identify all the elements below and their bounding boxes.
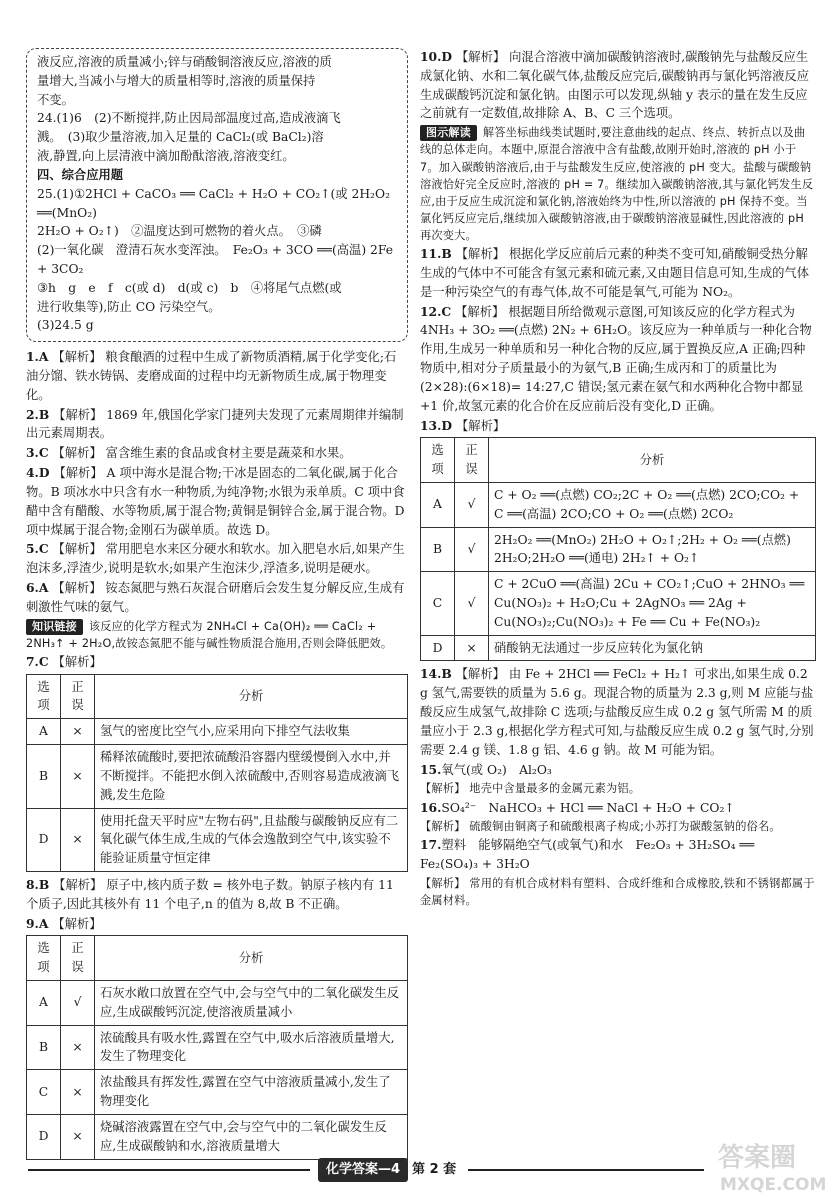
answer-number: 16. (420, 799, 442, 815)
answer-item (420, 48, 816, 123)
right-column (420, 48, 816, 910)
answer-text: 【解析】 常用肥皂水来区分硬水和软水。加入肥皂水后,如果产生泡沫多,浮渣少,说明是软水;如果产生泡沫少,浮渣多,说明是硬水。 (26, 542, 405, 576)
table-cell: 硝酸钠无法通过一步反应转化为氯化钠 (489, 635, 816, 661)
table-header: 选项 (421, 438, 455, 483)
answer-item (26, 348, 408, 404)
box-line: (2)一氧化碳 澄清石灰水变浑浊。 Fe₂O₃ + 3CO ══(高温) 2Fe + 3CO₂ (37, 243, 394, 276)
answer-number: 15. (420, 761, 442, 777)
knowledge-link-note (26, 618, 408, 652)
table-row (27, 1025, 408, 1070)
table-cell: A (27, 719, 61, 745)
table-row (27, 1070, 408, 1115)
analysis-note: 【解析】 硫酸铜由铜离子和硫酸根离子构成;小苏打为碳酸氢钠的俗名。 (420, 820, 781, 834)
answer-number: 5.C (26, 541, 49, 557)
table-cell: × (61, 719, 95, 745)
answer-number: 9.A (26, 915, 49, 931)
box-line: 量增大,当减小与增大的质量相等时,溶液的质量保持 (37, 73, 316, 88)
knowledge-link-tag: 知识链接 (26, 619, 83, 635)
table-cell: √ (61, 981, 95, 1026)
analysis-label: 【解析】 (455, 418, 506, 433)
table-cell: 浓硫酸具有吸水性,露置在空气中,吸水后溶液质量增大,发生了物理变化 (95, 1025, 408, 1070)
table-cell: 烧碱溶液露置在空气中,会与空气中的二氧化碳发生反应,生成碳酸钠和水,溶液质量增大 (95, 1114, 408, 1159)
answer-text: 氧气(或 O₂) Al₂O₃ (441, 762, 552, 777)
answer-number: 4.D (26, 465, 50, 481)
answer-item (420, 799, 816, 818)
table-cell: C + 2CuO ══(高温) 2Cu + CO₂↑;CuO + 2HNO₃ ══ Cu(NO₃)₂ + H₂O;Cu + 2AgNO₃ ══ 2Ag + Cu(NO₃)₂;Cu(NO₃)₂ + Fe ══ Cu + Fe(NO₃)₂ (489, 572, 816, 635)
answer-text: 【解析】 1869 年,俄国化学家门捷列夫发现了元素周期律并编制出元素周期表。 (26, 407, 404, 441)
table-cell: C (27, 1070, 61, 1115)
box-line: 2H₂O + O₂↑) ②温度达到可燃物的着火点。 ③磷 (37, 224, 322, 239)
box-line: 24.(1)6 (2)不断搅拌,防止因局部温度过高,造成液滴飞 (37, 111, 341, 126)
page-footer (0, 1158, 838, 1182)
answer-text: 【解析】 粮食酿酒的过程中生成了新物质酒精,属于化学变化;石油分馏、铁水铸锅、麦磨成面的过程中均无新物质生成,属于物理变化。 (26, 350, 397, 402)
answer-item (26, 579, 408, 617)
answer-item (26, 653, 408, 672)
table-row (421, 635, 816, 661)
answer-number: 14.B (420, 666, 452, 682)
answer-item (26, 915, 408, 934)
box-line: 液,静置,向上层清液中滴加酚酞溶液,溶液变红。 (37, 149, 295, 164)
answer-number: 12.C (420, 303, 452, 319)
analysis-table (26, 674, 408, 872)
answer-item (420, 303, 816, 416)
watermark-line1: 答案圈 (718, 1143, 797, 1173)
table-cell: 使用托盘天平时应"左物右码",且盐酸与碳酸钠反应有二氧化碳气体生成,生成的气体会逸散到空气中,该实验不能验证质量守恒定律 (95, 808, 408, 871)
answer-item (420, 417, 816, 436)
answer-text: 【解析】 根据化学反应前后元素的种类不变可知,硝酸铜受热分解生成的气体中不可能含有氢元素和硫元素,又由题目信息可知,生成的气体是一种污染空气的有毒气体,故不可能是氧气,可能为 NO₂。 (420, 247, 810, 299)
table-cell: × (61, 1114, 95, 1159)
box-line: ③h g e f c(或 d) d(或 c) b ④将尾气点燃(或 (37, 280, 342, 295)
analysis-note: 【解析】 常用的有机合成材料有塑料、合成纤维和合成橡胶,铁和不锈钢都属于金属材料。 (420, 877, 815, 908)
table-header-row (27, 674, 408, 719)
footer-rule-left (28, 1169, 310, 1171)
table-header: 正误 (61, 674, 95, 719)
answer-item (26, 406, 408, 444)
box-line: 不变。 (37, 92, 74, 107)
analysis-label: 【解析】 (52, 654, 102, 669)
answer-number: 1.A (26, 349, 49, 365)
analysis-table (26, 935, 408, 1159)
footer-subtitle: 第 2 套 (412, 1162, 457, 1178)
box-line: (3)24.5 g (37, 318, 94, 333)
table-cell: B (421, 527, 455, 572)
diagram-reading-text: 解答坐标曲线类试题时,要注意曲线的起点、终点、转折点以及曲线的总体走向。本题中,原混合溶液中含有盐酸,故刚开始时,溶液的 pH 小于 7。加入碳酸钠溶液后,由于与盐酸发生反应,使溶液的 pH 变大。盐酸与碳酸钠溶液恰好完全反应时,溶液的 pH = 7。继续加入碳酸钠溶液,其与氯化钙发生反应,由于反应生成沉淀和氯化钠,溶液始终为中性,所以溶液的 pH 保持不变。当氯化钙反应完后,继续加入碳酸钠溶液,由于碳酸钠溶液显碱性,因此溶液的 pH 再次变大。 (420, 126, 814, 243)
answer-text: 【解析】 向混合溶液中滴加碳酸钠溶液时,碳酸钠先与盐酸反应生成氯化钠、水和二氧化碳气体,盐酸反应完后,碳酸钠再与氯化钙溶液反应生成碳酸钙沉淀和氯化钠。由图示可以发现,纵轴 y 表示的量在发生反应之前就有一定数值,故排除 A、B、C 三个选项。 (420, 50, 810, 121)
diagram-reading-tag: 图示解读 (420, 125, 477, 141)
table-header: 正误 (455, 438, 489, 483)
analysis-note: 【解析】 地壳中含量最多的金属元素为铝。 (420, 782, 641, 796)
answer-item (26, 876, 408, 914)
table-cell: D (27, 808, 61, 871)
answer-item (420, 836, 816, 874)
table-row (27, 808, 408, 871)
box-line: 液反应,溶液的质量减小;锌与硝酸铜溶液反应,溶液的质 (37, 55, 332, 69)
left-column (26, 48, 408, 1164)
table-cell: 浓盐酸具有挥发性,露置在空气中溶液质量减小,发生了物理变化 (95, 1070, 408, 1115)
table-cell: 石灰水敞口放置在空气中,会与空气中的二氧化碳发生反应,生成碳酸钙沉淀,使溶液质量减小 (95, 981, 408, 1026)
section-heading: 四、综合应用题 (37, 166, 124, 182)
table-header: 选项 (27, 936, 61, 981)
watermark-line2: MXQE.COM (720, 1175, 827, 1195)
answer-number: 11.B (420, 246, 452, 262)
answer-text: 【解析】 原子中,核内质子数 = 核外电子数。钠原子核内有 11 个质子,因此其核外有 11 个电子,n 的值为 8,故 B 不正确。 (26, 877, 394, 911)
table-row (27, 1114, 408, 1159)
table-cell: × (61, 1070, 95, 1115)
table-cell: × (61, 745, 95, 808)
table-cell: √ (455, 572, 489, 635)
answer-number: 3.C (26, 445, 49, 461)
table-row (27, 719, 408, 745)
table-row (27, 745, 408, 808)
answer-item (26, 464, 408, 539)
table-header: 分析 (95, 674, 408, 719)
answer-item (420, 245, 816, 301)
table-header: 分析 (489, 438, 816, 483)
analysis-label: 【解析】 (52, 916, 102, 931)
answer-item (420, 665, 816, 759)
footer-title: 化学答案—4 (318, 1158, 408, 1182)
answer-text: 【解析】 由 Fe + 2HCl ══ FeCl₂ + H₂↑ 可求出,如果生成 0.2 g 氢气,需要铁的质量为 5.6 g。现混合物的质量为 2.3 g,则 M 应能与盐酸反应生成氢气,故排除 C 选项;与盐酸反应生成 0.2 g 氢气所需 M 的质量应小于 2.3 g,根据化学方程式可知,与盐酸反应生成 0.2 g 氢气时,分别需要 2.4 g 镁、1.8 g 铝、4.6 g 钠。故 M 可能为铝。 (420, 667, 814, 757)
knowledge-link-text: 该反应的化学方程式为 2NH₄Cl + Ca(OH)₂ ══ CaCl₂ + 2NH₃↑ + 2H₂O,故铵态氮肥不能与碱性物质混合施用,否则会降低肥效。 (26, 619, 393, 650)
answer-text: 【解析】 A 项中海水是混合物;干冰是固态的二氧化碳,属于化合物。B 项冰水中只含有水一种物质,为纯净物;水银为汞单质。C 项中食醋中含有醋酸、水等物质,属于混合物;黄铜是铜锌合金,属于混合物。D 项中煤属于混合物;金刚石为碳单质。故选 D。 (26, 466, 405, 537)
table-cell: C + O₂ ══(点燃) CO₂;2C + O₂ ══(点燃) 2CO;CO₂ + C ══(高温) 2CO;CO + O₂ ══(点燃) 2CO₂ (489, 482, 816, 527)
footer-label (318, 1158, 456, 1182)
table-cell: D (27, 1114, 61, 1159)
table-cell: 2H₂O₂ ══(MnO₂) 2H₂O + O₂↑;2H₂ + O₂ ══(点燃) 2H₂O;2H₂O ══(通电) 2H₂↑ + O₂↑ (489, 527, 816, 572)
box-line: 进行收集等),防止 CO 污染空气。 (37, 299, 221, 314)
answer-item (26, 540, 408, 578)
table-cell: √ (455, 527, 489, 572)
watermark-logo (714, 1136, 834, 1196)
answer-text: 【解析】 根据题目所给微观示意图,可知该反应的化学方程式为 4NH₃ + 3O₂ ══(点燃) 2N₂ + 6H₂O。该反应为一种单质与一种化合物作用,生成另一种单质和另一种化合物的反应,属于置换反应,A 正确;四种物质中,相对分子质量最小的为氨气,B 正确;生成丙和丁的质量比为(2×28):(6×18)= 14:27,C 错误;氢元素在氨气和水两种化合物中都显 +1 价,故氢元素的化合价在反应前后没有变化,D 正确。 (420, 304, 812, 413)
box-line: 25.(1)①2HCl + CaCO₃ ══ CaCl₂ + H₂O + CO₂↑(或 2H₂O₂ ══(MnO₂) (37, 186, 390, 220)
box-line: 溅。 (3)取少量溶液,加入足量的 CaCl₂(或 BaCl₂)溶 (37, 130, 324, 145)
table-cell: B (27, 745, 61, 808)
answer-text: 塑料 能够隔绝空气(或氧气)和水 Fe₂O₃ + 3H₂SO₄ ══ Fe₂(SO₄)₃ + 3H₂O (420, 838, 755, 872)
answer-number: 8.B (26, 876, 50, 892)
table-cell: A (27, 981, 61, 1026)
table-cell: C (421, 572, 455, 635)
table-row (27, 981, 408, 1026)
answer-number: 13.D (420, 417, 453, 433)
answer-number: 10.D (420, 49, 453, 64)
table-cell: 稀释浓硫酸时,要把浓硫酸沿容器内壁缓慢倒入水中,并不断搅拌。不能把水倒入浓硫酸中,否则容易造成液滴飞溅,发生危险 (95, 745, 408, 808)
table-header: 正误 (61, 936, 95, 981)
table-cell: A (421, 482, 455, 527)
answer-number: 17. (420, 837, 442, 853)
analysis-table (420, 437, 816, 661)
table-header-row (27, 936, 408, 981)
diagram-reading-note (420, 124, 816, 244)
answer-text: 【解析】 铵态氮肥与熟石灰混合研磨后会发生复分解反应,生成有刺激性气味的氨气。 (26, 580, 405, 614)
table-cell: 氢气的密度比空气小,应采用向下排空气法收集 (95, 719, 408, 745)
answer-text: SO₄²⁻ NaHCO₃ + HCl ══ NaCl + H₂O + CO₂↑ (441, 800, 735, 815)
answer-number: 6.A (26, 579, 49, 595)
table-header: 分析 (95, 936, 408, 981)
answer-number: 7.C (26, 653, 49, 669)
table-cell: × (61, 808, 95, 871)
continued-answers-box (26, 48, 408, 342)
table-header: 选项 (27, 674, 61, 719)
answer-item (420, 761, 816, 780)
answer-number: 2.B (26, 406, 50, 422)
table-cell: × (61, 1025, 95, 1070)
table-row (421, 527, 816, 572)
table-cell: B (27, 1025, 61, 1070)
table-cell: √ (455, 482, 489, 527)
table-cell: D (421, 635, 455, 661)
footer-rule-right (468, 1169, 704, 1171)
table-row (421, 482, 816, 527)
table-row (421, 572, 816, 635)
answer-text: 【解析】 富含维生素的食品或食材主要是蔬菜和水果。 (52, 446, 352, 461)
table-cell: × (455, 635, 489, 661)
answer-item (26, 444, 408, 463)
table-header-row (421, 438, 816, 483)
